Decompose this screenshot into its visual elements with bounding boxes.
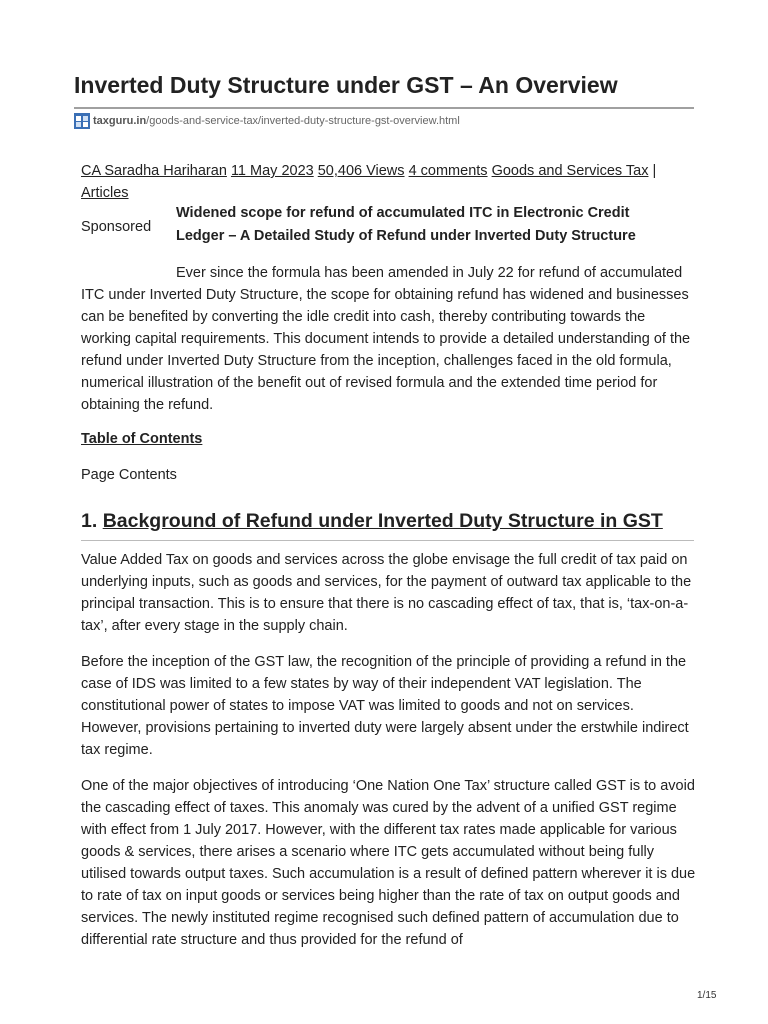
source-domain[interactable]: taxguru.in <box>93 115 147 127</box>
sponsored-article-link[interactable]: Widened scope for refund of accumulated ITC in Electronic Credit Ledger – A Detailed Study of Refund under Inverted Duty Structure <box>176 205 636 244</box>
intro-paragraph: Ever since the formula has been amended in July 22 for refund of accumulated ITC under Inverted Duty Structure, the scope for obtaining refund has widened and businesses can be benefited by converting the idle credit into cash, thereby contributing towards the working capital requirements. This document intends to provide a detailed understanding of the refund under Inverted Duty Structure from the inception, challenges faced in the old formula, numerical illustration of the benefit out of revised formula and the extended time period for obtaining the refund. <box>81 265 691 413</box>
sponsored-label: Sponsored <box>81 219 152 235</box>
page-number: 1/15 <box>697 990 717 1001</box>
category-link[interactable]: Goods and Services Tax <box>491 163 649 179</box>
body-paragraph: One of the major objectives of introducing ‘One Nation One Tax’ structure called GST is to avoid the cascading effect of taxes. This anomaly was cured by the advent of a unified GST regime with effect from 1 July 2017. However, with the different tax rates made applicable for various goods & services, there arises a scenario where ITC gets accumulated without being fully utilised towards output taxes. Such accumulation is a result of defined pattern wherever it is due to rate of tax on input goods or services being higher than the rate of tax on output goods and services. The newly instituted regime recognised such defined pattern of accumulation due to differential rate structure and thus provided for the refund of <box>81 778 696 948</box>
article-title: Inverted Duty Structure under GST – An Overview <box>74 72 618 98</box>
comments-link[interactable]: 4 comments <box>408 163 488 179</box>
source-url[interactable] <box>74 113 460 129</box>
views-link[interactable]: 50,406 Views <box>317 163 405 179</box>
section-number: 1. <box>81 510 98 532</box>
body-paragraph: Before the inception of the GST law, the recognition of the principle of providing a refund in the case of IDS was limited to a few states by way of their independent VAT legislation. The constitutional power of states to impose VAT was limited to goods and not on services. However, provisions pertaining to inverted duty were largely absent under the erstwhile indirect tax regime. <box>81 654 689 758</box>
meta-separator: | <box>652 163 657 179</box>
table-of-contents-heading[interactable]: Table of Contents <box>81 431 203 447</box>
source-path[interactable]: /goods-and-service-tax/inverted-duty-structure-gst-overview.html <box>146 115 460 127</box>
section-heading <box>81 510 663 533</box>
site-favicon-icon <box>74 113 90 129</box>
section-title-link[interactable]: Background of Refund under Inverted Duty Structure in GST <box>102 510 663 532</box>
title-divider <box>74 107 694 109</box>
body-paragraph: Value Added Tax on goods and services across the globe envisage the full credit of tax paid on underlying inputs, such as goods and services, for the payment of outward tax applicable to the principal transaction. This is to ensure that there is no cascading effect of tax, that is, ‘tax-on-a-tax’, after every stage in the supply chain. <box>81 552 692 634</box>
article-meta <box>81 160 696 204</box>
articles-link[interactable]: Articles <box>81 185 129 201</box>
author-link[interactable]: CA Saradha Hariharan <box>81 163 227 179</box>
section-divider <box>81 540 694 541</box>
date-link[interactable]: 11 May 2023 <box>230 163 314 179</box>
page-contents-label: Page Contents <box>81 467 177 483</box>
